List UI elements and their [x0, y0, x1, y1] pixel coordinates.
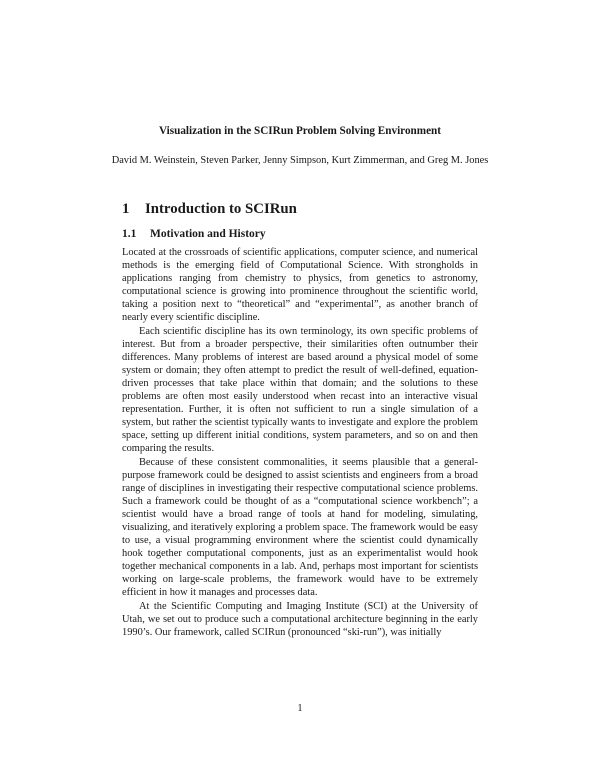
section-number: 1 [122, 201, 130, 217]
author-list: David M. Weinstein, Steven Parker, Jenny Simpson, Kurt Zimmerman, and Greg M. Jones [111, 155, 489, 166]
subsection-number: 1.1 [122, 228, 137, 240]
subsection-heading [122, 227, 502, 241]
paragraph: Located at the crossroads of scientific applications, computer science, and numerical methods is the emerging field of Computational Science. With strongholds in applications ranging from chemistry to physics, from genetics to astronomy, computational science is growing into prominence throughout the scientific world, taking a position next to “theoretical” and “experimental”, as another branch of nearly every scientific discipline. [122, 247, 478, 324]
subsection-title: Motivation and History [150, 228, 266, 240]
body-text [122, 246, 478, 639]
paper-title: Visualization in the SCIRun Problem Solving Environment [158, 125, 441, 137]
page-number: 1 [297, 703, 303, 714]
section-title: Introduction to SCIRun [145, 201, 297, 217]
paragraph: Because of these consistent commonalities, it seems plausible that a general-purpose framework could be designed to assist scientists and engineers from a broad range of disciplines in investigating their respective computational science problems. Such a framework could be thought of as a “computational science workbench”; a scientist would have a broad range of tools at hand for modeling, simulating, visualizing, and iteratively exploring a problem space. The framework would be easy to use, a visual programming environment where the scientist could dynamically hook together computational components, just as an experimentalist would hook together mechanical components in a lab. And, perhaps most important for scientists working on large-scale problems, the framework would have to be extremely efficient in how it manages and processes data. [122, 456, 478, 599]
section-heading [122, 200, 502, 218]
paragraph: Each scientific discipline has its own terminology, its own specific problems of interest. But from a broader perspective, their similarities often outnumber their differences. Many problems of interest are based around a physical model of some system or domain; they often attempt to predict the result of well-defined, equation-driven processes that take place within that domain; and the solutions to these problems are often most easily understood when recast into an interactive visual representation. Further, it is often not sufficient to run a single simulation of a system, but rather the scientist typically wants to investigate and explore the problem space, setting up different initial conditions, system parameters, and so on and then comparing the results. [122, 325, 478, 455]
paragraph: At the Scientific Computing and Imaging Institute (SCI) at the University of Utah, we set out to produce such a computational architecture beginning in the early 1990’s. Our framework, called SCIRun (pronounced “ski-run”), was initially [122, 600, 478, 638]
